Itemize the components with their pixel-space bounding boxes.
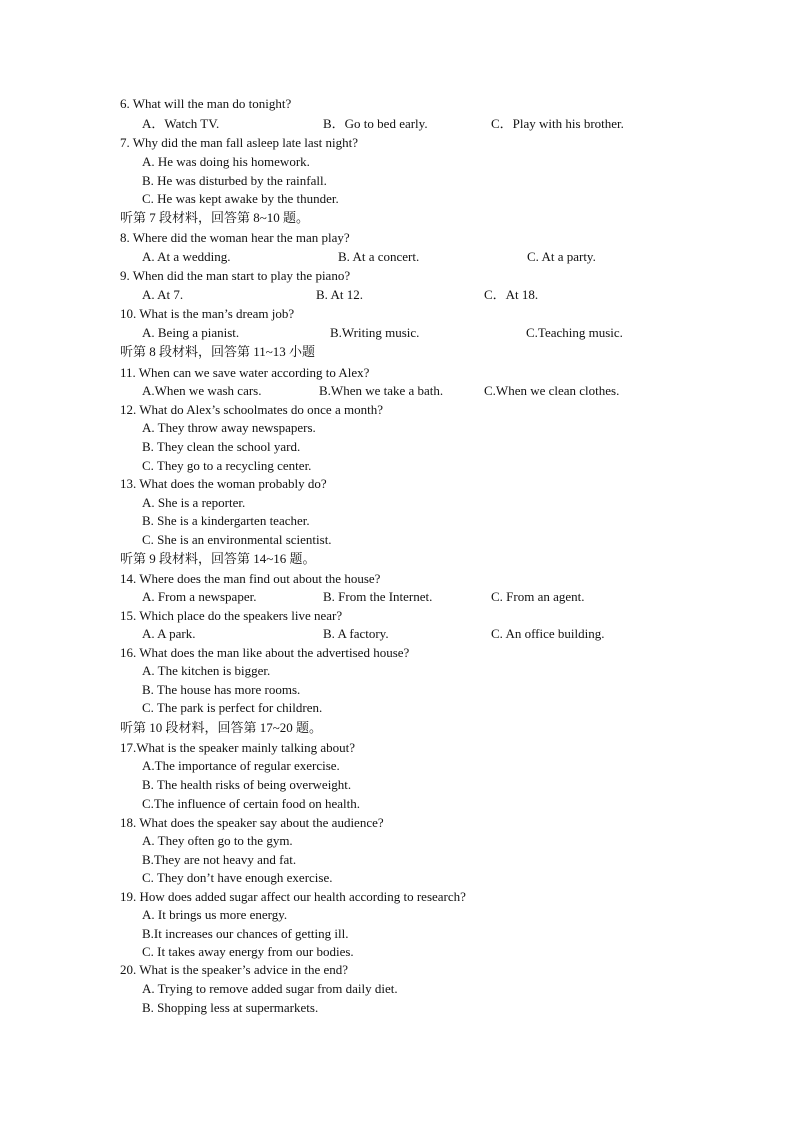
- question-text: 17.What is the speaker mainly talking about?: [120, 740, 356, 755]
- answer-option: A．Watch TV.: [142, 116, 220, 131]
- section-instruction: 听第 9 段材料，回答第 14~16 题。: [120, 551, 316, 566]
- answer-option: A. From a newspaper.: [142, 589, 257, 604]
- answer-option: B.It increases our chances of getting ill.: [142, 926, 349, 941]
- answer-option: A. They often go to the gym.: [142, 833, 293, 848]
- answer-option: B.Writing music.: [330, 325, 420, 340]
- section-instruction: 听第 8 段材料，回答第 11~13 小题: [120, 344, 316, 359]
- question-text: 10. What is the man’s dream job?: [120, 306, 295, 321]
- section-instruction: 听第 7 段材料，回答第 8~10 题。: [120, 210, 310, 225]
- question-text: 15. Which place do the speakers live near?: [120, 608, 343, 623]
- answer-option: B. At a concert.: [338, 249, 420, 264]
- question-text: 8. Where did the woman hear the man play?: [120, 230, 350, 245]
- question-text: 20. What is the speaker’s advice in the end?: [120, 962, 349, 977]
- section-instruction: 听第 10 段材料，回答第 17~20 题。: [120, 720, 323, 735]
- question-text: 19. How does added sugar affect our health according to research?: [120, 889, 466, 904]
- question-text: 9. When did the man start to play the piano?: [120, 268, 351, 283]
- question-text: 18. What does the speaker say about the audience?: [120, 815, 384, 830]
- answer-option: A. He was doing his homework.: [142, 154, 310, 169]
- answer-option: B. At 12.: [316, 287, 363, 302]
- answer-option: A. Trying to remove added sugar from daily diet.: [142, 981, 398, 996]
- answer-option: A. At 7.: [142, 287, 184, 302]
- answer-option: C. An office building.: [491, 626, 605, 641]
- answer-option: A. A park.: [142, 626, 196, 641]
- answer-option: A.When we wash cars.: [142, 383, 262, 398]
- answer-option: B．Go to bed early.: [323, 116, 428, 131]
- question-text: 14. Where does the man find out about the house?: [120, 571, 381, 586]
- answer-option: B. The health risks of being overweight.: [142, 777, 352, 792]
- answer-option: C. He was kept awake by the thunder.: [142, 191, 339, 206]
- answer-option: B. He was disturbed by the rainfall.: [142, 173, 327, 188]
- answer-option: C.The influence of certain food on health.: [142, 796, 361, 811]
- question-text: 11. When can we save water according to Alex?: [120, 365, 370, 380]
- answer-option: A. At a wedding.: [142, 249, 231, 264]
- question-text: 6. What will the man do tonight?: [120, 96, 292, 111]
- question-text: 13. What does the woman probably do?: [120, 476, 327, 491]
- answer-option: C. The park is perfect for children.: [142, 700, 323, 715]
- answer-option: C. They don’t have enough exercise.: [142, 870, 333, 885]
- question-text: 16. What does the man like about the advertised house?: [120, 645, 410, 660]
- answer-option: C．Play with his brother.: [491, 116, 624, 131]
- answer-option: C. They go to a recycling center.: [142, 458, 312, 473]
- answer-option: B. A factory.: [323, 626, 389, 641]
- answer-option: A. The kitchen is bigger.: [142, 663, 271, 678]
- answer-option: A. They throw away newspapers.: [142, 420, 316, 435]
- answer-option: A. It brings us more energy.: [142, 907, 288, 922]
- answer-option: C．At 18.: [484, 287, 539, 302]
- answer-option: C.When we clean clothes.: [484, 383, 620, 398]
- answer-option: A.The importance of regular exercise.: [142, 758, 340, 773]
- answer-option: A. Being a pianist.: [142, 325, 240, 340]
- answer-option: C.Teaching music.: [526, 325, 623, 340]
- answer-option: C. From an agent.: [491, 589, 585, 604]
- answer-option: C. She is an environmental scientist.: [142, 532, 332, 547]
- question-text: 7. Why did the man fall asleep late last night?: [120, 135, 359, 150]
- answer-option: A. She is a reporter.: [142, 495, 246, 510]
- answer-option: B.When we take a bath.: [319, 383, 444, 398]
- answer-option: B. The house has more rooms.: [142, 682, 301, 697]
- answer-option: C. It takes away energy from our bodies.: [142, 944, 354, 959]
- answer-option: B. They clean the school yard.: [142, 439, 301, 454]
- answer-option: C. At a party.: [527, 249, 596, 264]
- answer-option: B. She is a kindergarten teacher.: [142, 513, 310, 528]
- question-text: 12. What do Alex’s schoolmates do once a month?: [120, 402, 383, 417]
- answer-option: B.They are not heavy and fat.: [142, 852, 297, 867]
- answer-option: B. From the Internet.: [323, 589, 433, 604]
- answer-option: B. Shopping less at supermarkets.: [142, 1000, 319, 1015]
